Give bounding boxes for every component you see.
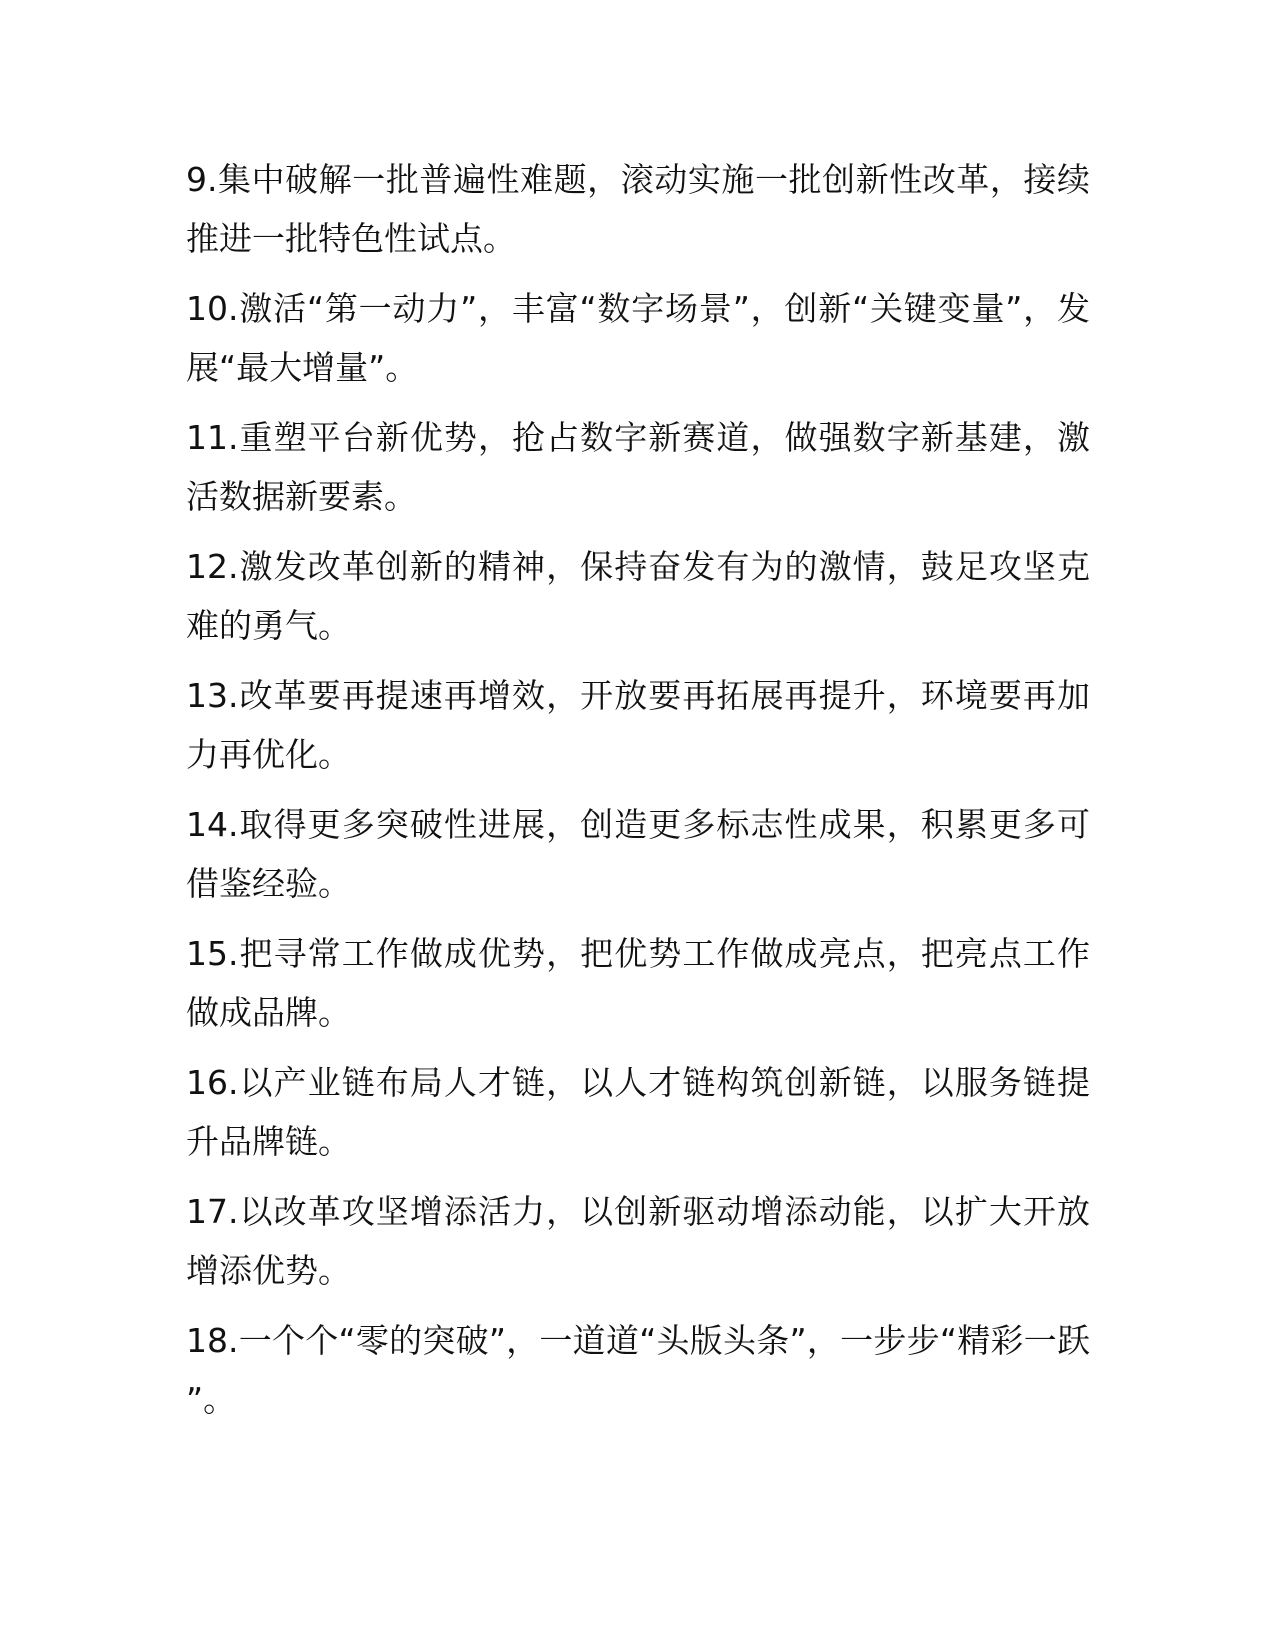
paragraph-16: 16.以产业链布局人才链，以人才链构筑创新链，以服务链提升品牌链。 bbox=[186, 1063, 1090, 1161]
paragraph-14: 14.取得更多突破性进展，创造更多标志性成果，积累更多可借鉴经验。 bbox=[186, 805, 1090, 903]
paragraph-11: 11.重塑平台新优势，抢占数字新赛道，做强数字新基建，激活数据新要素。 bbox=[186, 418, 1090, 516]
paragraph-18: 18.一个个“零的突破”，一道道“头版头条”，一步步“精彩一跃”。 bbox=[186, 1321, 1090, 1419]
document-body bbox=[186, 150, 1090, 1440]
paragraph-10: 10.激活“第一动力”，丰富“数字场景”，创新“关键变量”，发展“最大增量”。 bbox=[186, 289, 1090, 387]
paragraph-12: 12.激发改革创新的精神，保持奋发有为的激情，鼓足攻坚克难的勇气。 bbox=[186, 547, 1090, 645]
paragraph-9: 9.集中破解一批普遍性难题，滚动实施一批创新性改革，接续推进一批特色性试点。 bbox=[186, 160, 1090, 258]
paragraph-17: 17.以改革攻坚增添活力，以创新驱动增添动能，以扩大开放增添优势。 bbox=[186, 1192, 1090, 1290]
paragraph-13: 13.改革要再提速再增效，开放要再拓展再提升，环境要再加力再优化。 bbox=[186, 676, 1090, 774]
paragraph-15: 15.把寻常工作做成优势，把优势工作做成亮点，把亮点工作做成品牌。 bbox=[186, 934, 1090, 1032]
